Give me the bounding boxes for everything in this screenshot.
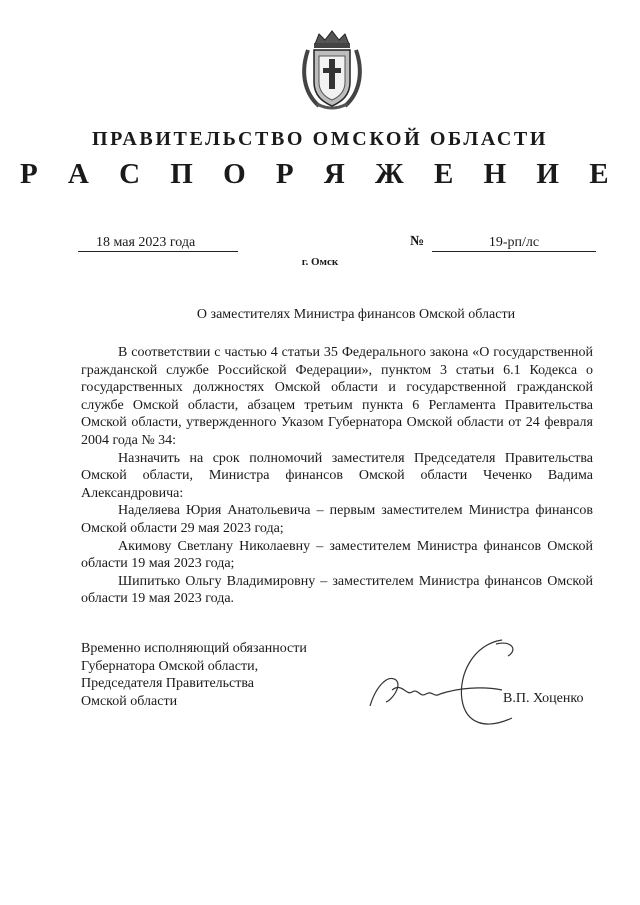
document-subject: О заместителях Министра финансов Омской области [196, 307, 516, 322]
government-title: ПРАВИТЕЛЬСТВО ОМСКОЙ ОБЛАСТИ [91, 128, 549, 150]
position-line: Омской области [81, 693, 178, 709]
document-date: 18 мая 2023 года [78, 235, 238, 252]
number-sign: № [410, 234, 425, 249]
position-line: Временно исполняющий обязанности [81, 641, 307, 656]
paragraph-appointee-1: Наделяева Юрия Анатольевича – первым заместителем Министра финансов Омской области 29 мая 2023 года; [81, 503, 593, 536]
handwritten-signature [362, 634, 534, 734]
signer-name: В.П. Хоценко [503, 691, 584, 706]
city-label: г. Омск [301, 256, 339, 268]
coat-of-arms-emblem [299, 30, 365, 112]
position-line: Председателя Правительства [81, 676, 255, 692]
document-number: 19-рп/лс [432, 235, 596, 252]
paragraph-appointee-2: Акимову Светлану Николаевну – заместителем Министра финансов Омской области 19 мая 2023 года; [81, 538, 593, 572]
paragraph-appointee-3: Шипитько Ольгу Владимировну – заместителем Министра финансов Омской области 19 мая 2023 года. [81, 573, 593, 607]
position-line: Губернатора Омской области, [81, 658, 259, 674]
document-body [81, 344, 593, 608]
signatory-position [81, 640, 307, 710]
paragraph-basis: В соответствии с частью 4 статьи 35 Федерального закона «О государственной гражданской службе Российской Федерации», пунктом 3 статьи 6.1 Кодекса о государственных должностях Омской области и государственной гражданской службе Омской области, абзацем третьим пункта 6 Регламента Правительства Омской области, утвержденного Указом Губернатора Омской области от 24 февраля 2004 года № 34: [81, 345, 593, 448]
paragraph-appoint: Назначить на срок полномочий заместителя Председателя Правительства Омской области, Министра финансов Омской области Чеченко Вадима Александровича: [81, 450, 593, 501]
document-type-heading: Р А С П О Р Я Ж Е Н И Е [19, 158, 621, 190]
